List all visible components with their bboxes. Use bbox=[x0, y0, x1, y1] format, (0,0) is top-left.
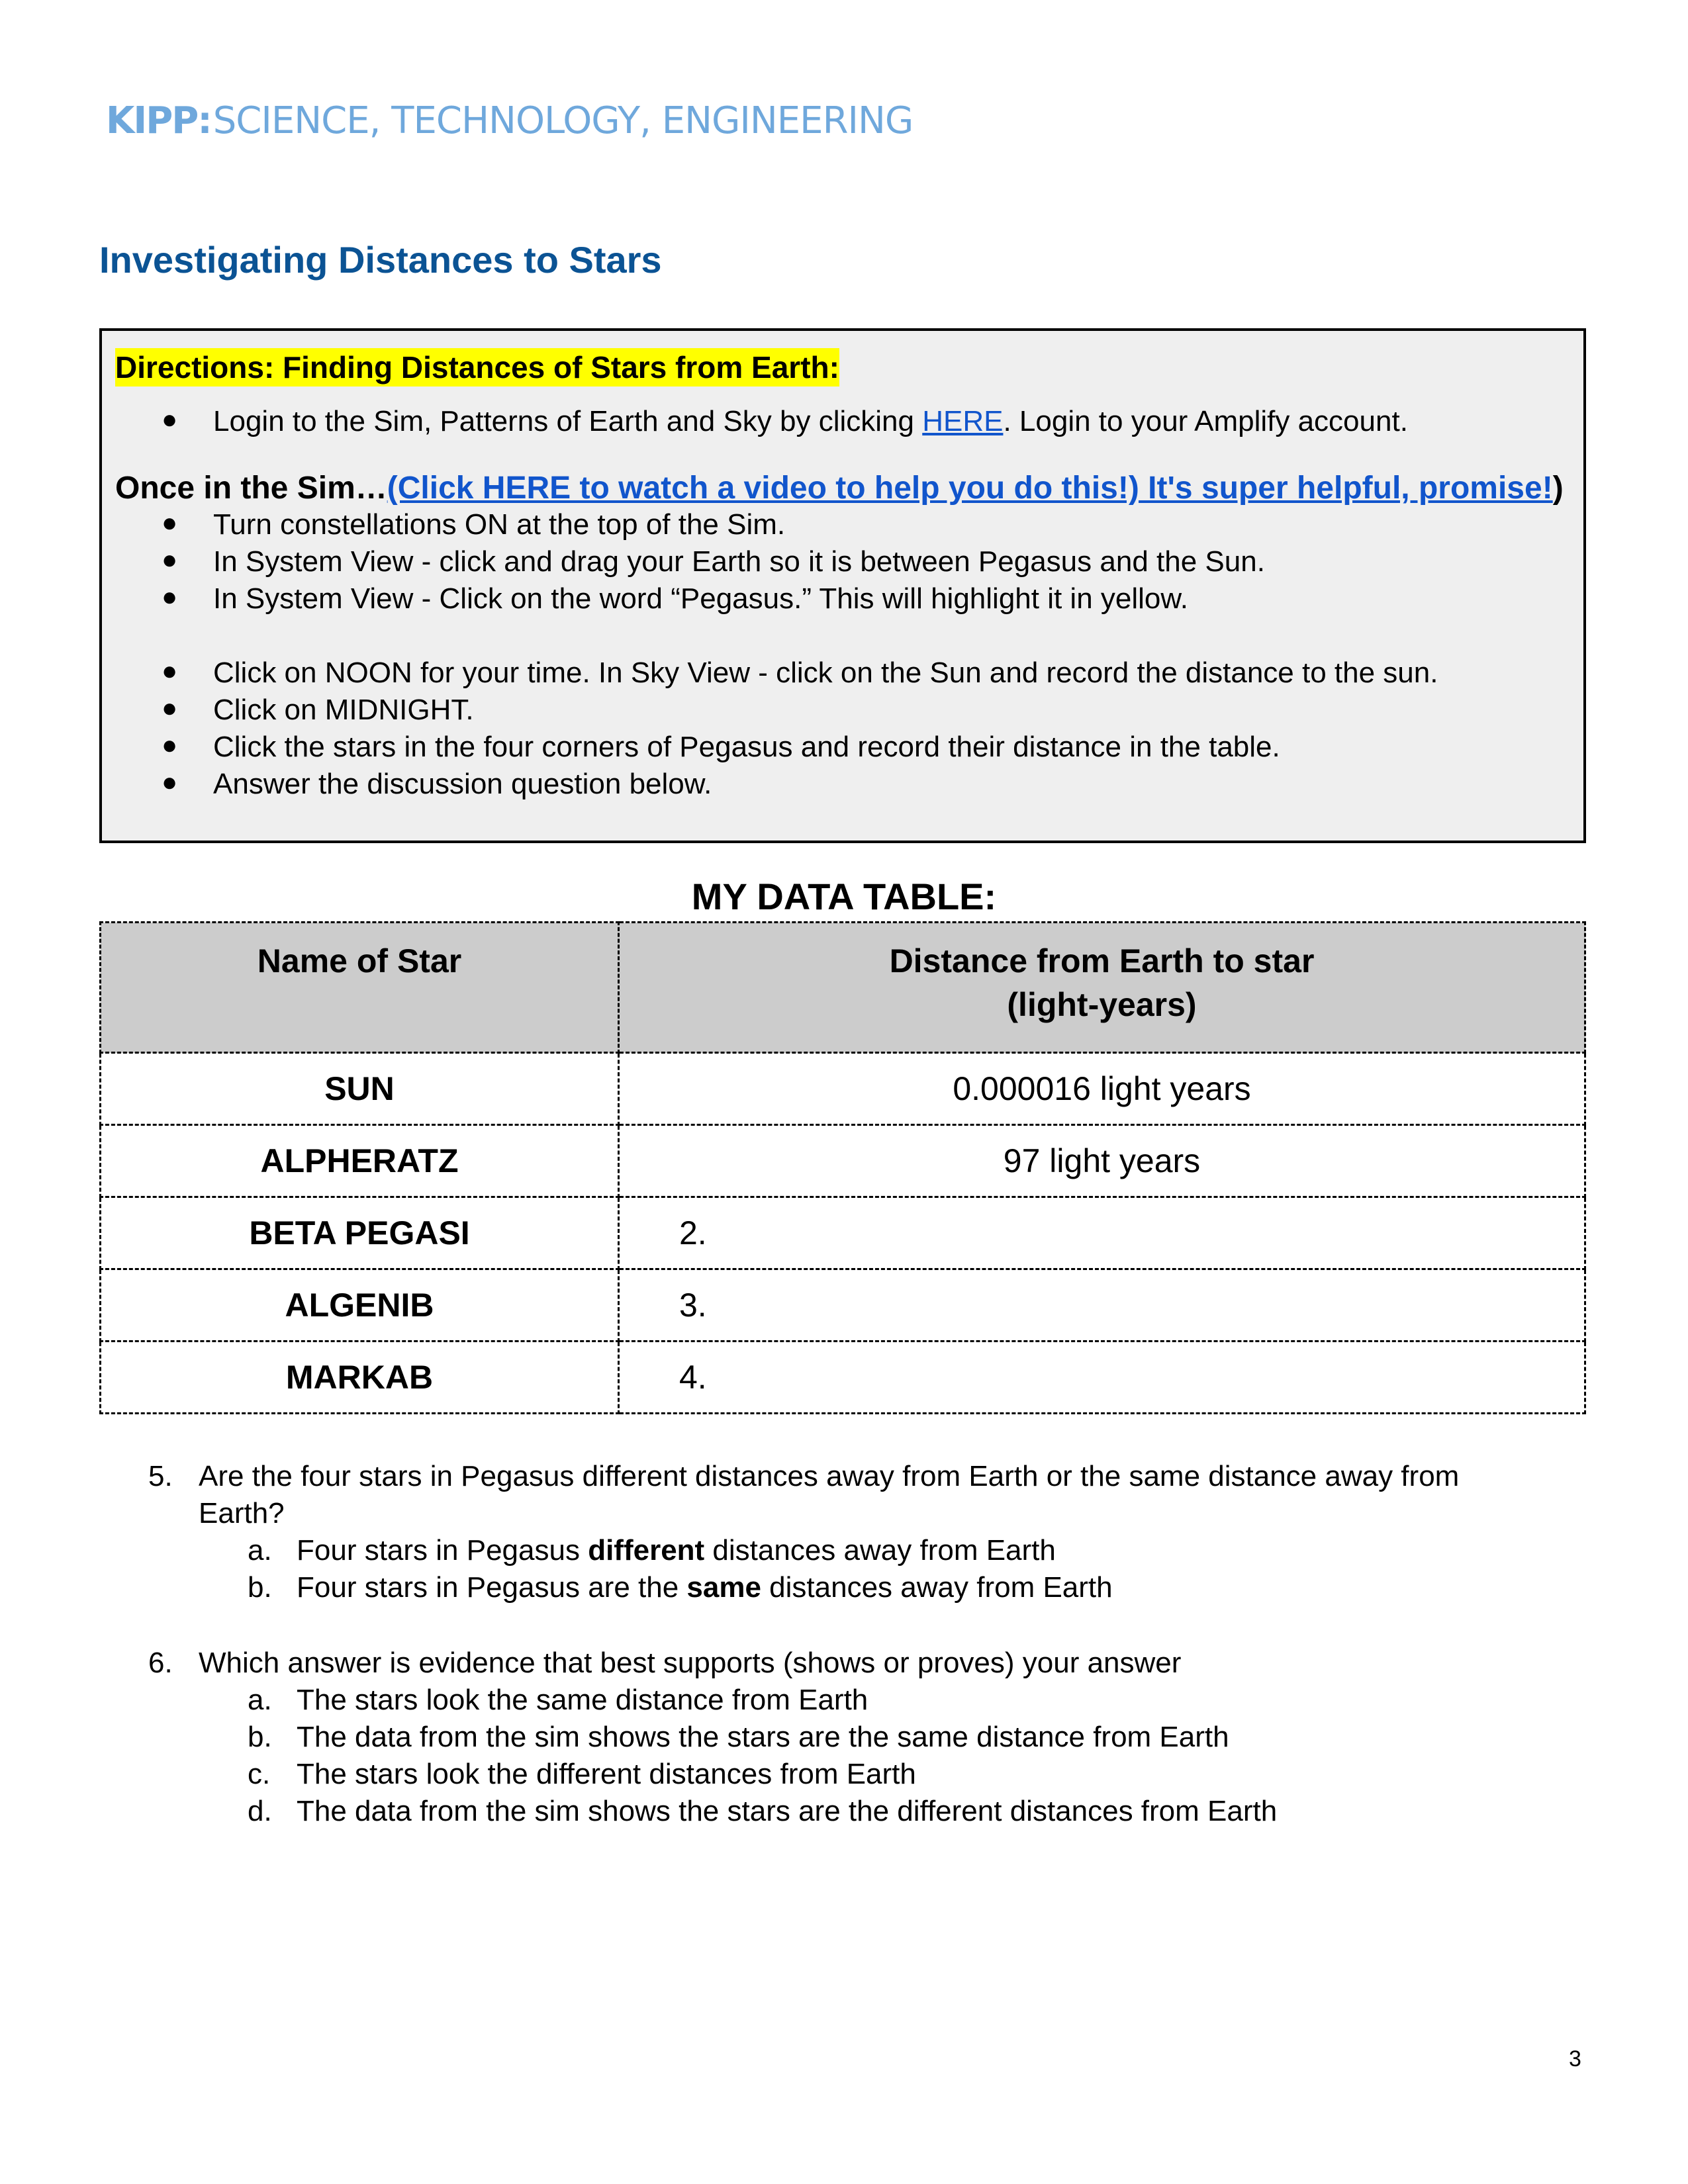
page-title: Investigating Distances to Stars bbox=[99, 239, 662, 281]
step-item: ● Turn constellations ON at the top of the Sim. bbox=[162, 508, 786, 541]
data-table-title: MY DATA TABLE: bbox=[691, 876, 997, 917]
table-header-row bbox=[101, 923, 1585, 1053]
step-item: ● In System View - Click on the word “Pegasus.” This will highlight it in yellow. bbox=[162, 582, 1188, 615]
question-6-option-b[interactable]: b. The data from the sim shows the stars are the same distance from Earth bbox=[248, 1721, 1229, 1753]
table-row bbox=[101, 1125, 1585, 1197]
star-name-cell: MARKAB bbox=[101, 1342, 619, 1414]
star-data-table bbox=[99, 921, 1586, 1414]
once-in-sim-label: Once in the Sim… bbox=[115, 471, 387, 506]
distance-cell[interactable]: 0.000016 light years bbox=[619, 1053, 1585, 1125]
header-distance: Distance from Earth to star (light-years) bbox=[619, 923, 1585, 1053]
star-name-cell: BETA PEGASI bbox=[101, 1197, 619, 1269]
question-5-option-a[interactable]: a. Four stars in Pegasus different distances away from Earth bbox=[248, 1534, 1056, 1567]
star-name-cell: ALPHERATZ bbox=[101, 1125, 619, 1197]
header-star-name: Name of Star bbox=[101, 923, 619, 1053]
step-item: ● Click on MIDNIGHT. bbox=[162, 694, 474, 726]
bullet-icon: ● bbox=[162, 582, 178, 612]
question-6-option-d[interactable]: d. The data from the sim shows the stars are the different distances from Earth bbox=[248, 1795, 1278, 1827]
bullet-icon: ● bbox=[162, 657, 178, 686]
bullet-icon: ● bbox=[162, 768, 178, 797]
page-number: 3 bbox=[1569, 2046, 1581, 2071]
question-5-option-b[interactable]: b. Four stars in Pegasus are the same distances away from Earth bbox=[248, 1571, 1113, 1604]
once-in-sim-line: Once in the Sim…(Click HERE to watch a video to help you do this!) It's super helpful, promise!) bbox=[115, 471, 1564, 506]
bullet-icon: ● bbox=[162, 545, 178, 574]
bullet-icon: ● bbox=[162, 731, 178, 760]
logo-subtitle: SCIENCE, TECHNOLOGY, ENGINEERING bbox=[212, 99, 914, 142]
logo-colon-icon: : bbox=[197, 99, 212, 142]
distance-cell[interactable]: 2. bbox=[619, 1197, 1585, 1269]
sim-login-link[interactable]: HERE bbox=[922, 405, 1004, 437]
table-row bbox=[101, 1269, 1585, 1342]
distance-cell[interactable]: 97 light years bbox=[619, 1125, 1585, 1197]
directions-box bbox=[99, 328, 1586, 843]
directions-heading: Directions: Finding Distances of Stars from Earth: bbox=[115, 348, 839, 387]
kipp-header-logo bbox=[106, 99, 913, 142]
video-help-link[interactable]: (Click HERE to watch a video to help you do this!) It's super helpful, promise! bbox=[387, 471, 1553, 506]
question-5-continued: Earth? bbox=[199, 1497, 285, 1529]
logo-kipp: KIPP bbox=[106, 99, 198, 142]
step-item: ● Click the stars in the four corners of Pegasus and record their distance in the table. bbox=[162, 731, 1280, 763]
step-item: ● Answer the discussion question below. bbox=[162, 768, 712, 800]
question-6-option-a[interactable]: a. The stars look the same distance from Earth bbox=[248, 1684, 868, 1716]
distance-cell[interactable]: 4. bbox=[619, 1342, 1585, 1414]
table-row bbox=[101, 1197, 1585, 1269]
question-6: 6. Which answer is evidence that best supports (shows or proves) your answer bbox=[148, 1647, 1182, 1679]
distance-cell[interactable]: 3. bbox=[619, 1269, 1585, 1342]
star-name-cell: ALGENIB bbox=[101, 1269, 619, 1342]
table-row bbox=[101, 1342, 1585, 1414]
table-row bbox=[101, 1053, 1585, 1125]
login-step: ● Login to the Sim, Patterns of Earth and Sky by clicking HERE. Login to your Amplify account. bbox=[162, 405, 1408, 437]
bullet-icon: ● bbox=[162, 405, 178, 434]
question-5: 5. Are the four stars in Pegasus different distances away from Earth or the same distance away from bbox=[148, 1460, 1460, 1492]
question-6-option-c[interactable]: c. The stars look the different distances from Earth bbox=[248, 1758, 916, 1790]
star-name-cell: SUN bbox=[101, 1053, 619, 1125]
bullet-icon: ● bbox=[162, 694, 178, 723]
bullet-icon: ● bbox=[162, 508, 178, 537]
step-item: ● In System View - click and drag your Earth so it is between Pegasus and the Sun. bbox=[162, 545, 1265, 578]
step-item: ● Click on NOON for your time. In Sky View - click on the Sun and record the distance to the sun. bbox=[162, 657, 1438, 689]
